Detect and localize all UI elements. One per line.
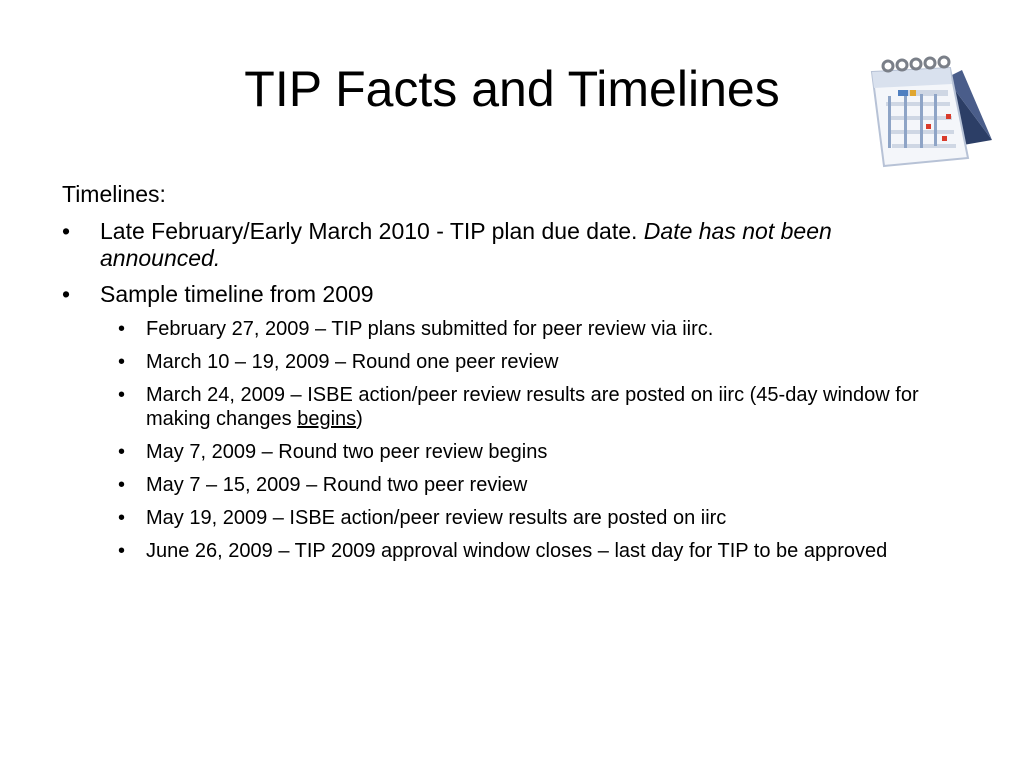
due-date-text: Late February/Early March 2010 - TIP plan due date.: [100, 218, 644, 244]
list-item-text: March 10 – 19, 2009 – Round one peer review: [146, 351, 559, 373]
calendar-icon: [858, 40, 994, 172]
list-item-text: March 24, 2009 – ISBE action/peer review results are posted on iirc (45-day window for making changes: [146, 384, 919, 430]
bullet-marker: •: [62, 281, 71, 307]
bullet-marker: •: [118, 507, 126, 529]
underlined-word: begins: [297, 408, 357, 430]
bullet-marker: •: [118, 540, 126, 562]
list-item: [118, 539, 926, 563]
list-item-text: May 7, 2009 – Round two peer review begins: [146, 441, 548, 463]
slide-body: [62, 180, 962, 572]
list-item: [118, 440, 926, 464]
list-item: [118, 473, 926, 497]
page-title: TIP Facts and Timelines: [244, 61, 780, 117]
timelines-heading: Timelines:: [62, 181, 166, 207]
bullet-marker: •: [118, 318, 126, 340]
bullet-sample-timeline: [62, 281, 936, 308]
bullet-marker: •: [118, 384, 126, 406]
list-item: [118, 317, 926, 341]
bullet-marker: •: [118, 351, 126, 373]
sub-bullet-list: [62, 317, 962, 563]
main-bullet-list: [62, 218, 962, 308]
list-item: [118, 350, 926, 374]
list-item-text: June 26, 2009 – TIP 2009 approval window closes – last day for TIP to be approved: [146, 540, 888, 562]
bullet-due-date: [62, 218, 936, 272]
bullet-marker: •: [118, 441, 126, 463]
list-item-text: May 19, 2009 – ISBE action/peer review results are posted on iirc: [146, 507, 727, 529]
list-item-text: May 7 – 15, 2009 – Round two peer review: [146, 474, 528, 496]
bullet-marker: •: [118, 474, 126, 496]
sample-timeline-text: Sample timeline from 2009: [100, 281, 374, 307]
bullet-marker: •: [62, 218, 71, 244]
list-item-text: February 27, 2009 – TIP plans submitted for peer review via iirc.: [146, 318, 714, 340]
list-item: [118, 506, 926, 530]
due-date-note: Date has not been announced.: [100, 218, 832, 271]
list-item-text-end: ): [356, 408, 363, 430]
list-item: [118, 383, 926, 431]
